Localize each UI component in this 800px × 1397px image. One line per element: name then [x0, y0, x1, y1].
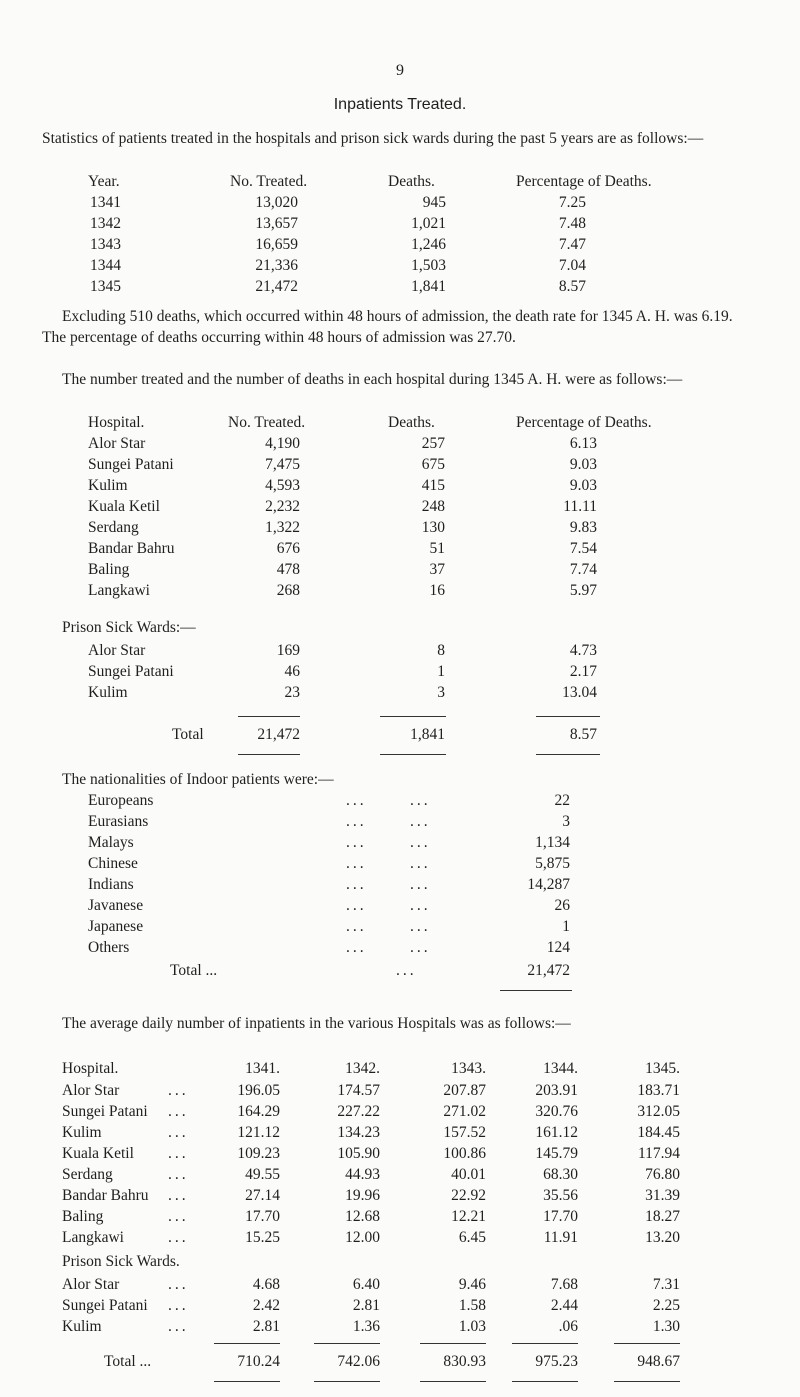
intro-paragraph: Statistics of patients treated in the hospitals and prison sick wards during the past 5 years are as follows:—	[42, 130, 704, 147]
table-cell-value: 2.25	[652, 1297, 680, 1314]
table-cell-percentage: 7.47	[558, 236, 586, 253]
table-cell-ward: Sungei Patani	[62, 1297, 148, 1314]
table-cell-value: 22.92	[451, 1187, 486, 1204]
table-cell-value: 184.45	[637, 1124, 680, 1141]
table-cell-value: 49.55	[245, 1166, 280, 1183]
nationality-label: Javanese	[88, 897, 144, 914]
table-cell-deaths: 37	[429, 561, 445, 578]
nationality-count: 5,875	[535, 855, 570, 872]
total-rule	[314, 1381, 380, 1382]
total-value: 948.67	[637, 1353, 680, 1370]
dot-leader: ...	[410, 918, 431, 935]
table-cell-year: 1345	[90, 278, 121, 295]
dot-leader: ...	[168, 1297, 189, 1314]
table-cell-value: 2.81	[352, 1297, 380, 1314]
col-header-year: 1345.	[645, 1060, 680, 1077]
table-cell-ward: Kulim	[88, 684, 128, 701]
total-rule	[512, 1343, 578, 1344]
table-cell-hospital: Sungei Patani	[62, 1103, 148, 1120]
table-cell-hospital: Kulim	[62, 1124, 102, 1141]
total-percentage: 8.57	[569, 726, 597, 743]
nationality-count: 1	[562, 918, 570, 935]
table-cell-percentage: 9.03	[569, 477, 597, 494]
table-cell-hospital: Langkawi	[88, 582, 150, 599]
total-deaths: 1,841	[410, 726, 445, 743]
page-heading: Inpatients Treated.	[333, 96, 467, 113]
table-cell-percentage: 4.73	[569, 642, 597, 659]
col-header-year: Year.	[88, 173, 120, 190]
nationality-count: 26	[554, 897, 570, 914]
table-cell-value: 4.68	[252, 1276, 280, 1293]
total-rule	[420, 1343, 486, 1344]
nationality-label: Indians	[88, 876, 134, 893]
table-cell-treated: 21,336	[255, 257, 298, 274]
death-rate-paragraph: Excluding 510 deaths, which occurred within 48 hours of admission, the death rate for 1345 A. H. was 6.19. The percentage of deaths occurring within 48 hours of admission was 27.70.	[42, 308, 733, 346]
table-cell-value: 1.03	[458, 1318, 486, 1335]
table-cell-deaths: 1,021	[411, 215, 446, 232]
dot-leader: ...	[346, 855, 367, 872]
table-cell-deaths: 415	[421, 477, 445, 494]
table-cell-deaths: 51	[429, 540, 445, 557]
table-cell-treated: 268	[276, 582, 300, 599]
table-cell-value: 227.22	[337, 1103, 380, 1120]
dot-leader: ...	[410, 855, 431, 872]
nationality-label: Europeans	[88, 792, 154, 809]
dot-leader: ...	[346, 834, 367, 851]
table-cell-value: 157.52	[443, 1124, 486, 1141]
table-cell-hospital: Langkawi	[62, 1229, 124, 1246]
total-rule	[536, 754, 600, 755]
table-cell-percentage: 2.17	[569, 663, 597, 680]
nationality-count: 3	[562, 813, 570, 830]
total-rule	[314, 1343, 380, 1344]
table-cell-year: 1344	[90, 257, 121, 274]
table-cell-value: 17.70	[543, 1208, 578, 1225]
table-cell-percentage: 9.83	[569, 519, 597, 536]
total-rule	[614, 1381, 680, 1382]
table-cell-hospital: Alor Star	[62, 1082, 120, 1099]
table-cell-value: .06	[558, 1318, 578, 1335]
table-cell-hospital: Kuala Ketil	[62, 1145, 134, 1162]
nationality-label: Malays	[88, 834, 134, 851]
table-cell-value: 27.14	[245, 1187, 280, 1204]
table-cell-ward: Alor Star	[88, 642, 146, 659]
table-cell-deaths: 945	[422, 194, 446, 211]
dot-leader: ...	[346, 876, 367, 893]
total-rule	[420, 1381, 486, 1382]
total-rule	[512, 1381, 578, 1382]
table-cell-value: 18.27	[645, 1208, 680, 1225]
table-cell-percentage: 7.74	[569, 561, 597, 578]
dot-leader: ...	[168, 1208, 189, 1225]
dot-leader: ...	[410, 813, 431, 830]
dot-leader: ...	[346, 918, 367, 935]
table-cell-value: 12.68	[345, 1208, 380, 1225]
col-header-year: 1341.	[245, 1060, 280, 1077]
table-cell-hospital: Serdang	[62, 1166, 113, 1183]
table-cell-treated: 676	[276, 540, 300, 557]
table-cell-hospital: Baling	[88, 561, 130, 578]
table-cell-value: 109.23	[237, 1145, 280, 1162]
table-cell-deaths: 1,246	[411, 236, 446, 253]
table-cell-value: 145.79	[535, 1145, 578, 1162]
table-cell-value: 7.31	[652, 1276, 680, 1293]
dot-leader: ...	[168, 1166, 189, 1183]
table-cell-value: 12.21	[451, 1208, 486, 1225]
table-cell-treated: 21,472	[255, 278, 298, 295]
nationality-label: Japanese	[88, 918, 144, 935]
total-rule	[238, 754, 300, 755]
table-cell-value: 203.91	[535, 1082, 578, 1099]
table-cell-deaths: 1,841	[411, 278, 446, 295]
dot-leader: ...	[168, 1082, 189, 1099]
table-cell-value: 161.12	[535, 1124, 578, 1141]
table-cell-ward: Sungei Patani	[88, 663, 174, 680]
dot-leader: ...	[346, 939, 367, 956]
table-cell-deaths: 130	[421, 519, 445, 536]
table-cell-deaths: 16	[429, 582, 445, 599]
table-cell-deaths: 1,503	[411, 257, 446, 274]
total-rule	[214, 1343, 280, 1344]
table-cell-percentage: 6.13	[569, 435, 597, 452]
total-label: Total ...	[104, 1353, 152, 1370]
dot-leader: ...	[410, 897, 431, 914]
table-cell-treated: 7,475	[265, 456, 300, 473]
table-cell-hospital: Sungei Patani	[88, 456, 174, 473]
table-cell-value: 6.40	[352, 1276, 380, 1293]
prison-wards-label: Prison Sick Wards:—	[62, 619, 196, 636]
table-cell-value: 17.70	[245, 1208, 280, 1225]
table-cell-value: 9.46	[458, 1276, 486, 1293]
table-cell-value: 76.80	[645, 1166, 680, 1183]
table-cell-treated: 46	[284, 663, 300, 680]
col-header-percentage: Percentage of Deaths.	[516, 414, 652, 431]
nationality-count: 124	[546, 939, 570, 956]
table-cell-deaths: 1	[437, 663, 445, 680]
dot-leader: ...	[410, 792, 431, 809]
table-cell-value: 12.00	[345, 1229, 380, 1246]
total-rule	[500, 990, 572, 991]
nationality-count: 1,134	[535, 834, 570, 851]
col-header-treated: No. Treated.	[230, 173, 308, 190]
table-cell-deaths: 3	[437, 684, 445, 701]
total-label: Total	[172, 726, 204, 743]
table-cell-value: 1.58	[458, 1297, 486, 1314]
table-cell-percentage: 5.97	[569, 582, 597, 599]
table-cell-value: 11.91	[543, 1229, 578, 1246]
table-cell-value: 164.29	[237, 1103, 280, 1120]
table-cell-treated: 13,657	[255, 215, 298, 232]
table-cell-treated: 4,190	[265, 435, 300, 452]
table-cell-deaths: 8	[437, 642, 445, 659]
nationality-label: Eurasians	[88, 813, 149, 830]
dot-leader: ...	[346, 897, 367, 914]
table-cell-value: 271.02	[443, 1103, 486, 1120]
dot-leader: ...	[168, 1276, 189, 1293]
table-cell-value: 117.94	[637, 1145, 680, 1162]
table-cell-value: 105.90	[337, 1145, 380, 1162]
table-cell-deaths: 257	[421, 435, 445, 452]
prison-wards-label: Prison Sick Wards.	[62, 1253, 180, 1270]
table-cell-value: 15.25	[245, 1229, 280, 1246]
table-cell-value: 6.45	[458, 1229, 486, 1246]
table-cell-value: 174.57	[337, 1082, 380, 1099]
table-cell-value: 44.93	[345, 1166, 380, 1183]
table-cell-deaths: 248	[421, 498, 445, 515]
table-cell-value: 1.36	[352, 1318, 380, 1335]
table-cell-value: 13.20	[645, 1229, 680, 1246]
total-value: 710.24	[237, 1353, 280, 1370]
table-cell-value: 196.05	[237, 1082, 280, 1099]
table-cell-treated: 1,322	[265, 519, 300, 536]
table-cell-value: 134.23	[337, 1124, 380, 1141]
table-cell-value: 35.56	[543, 1187, 578, 1204]
col-header-treated: No. Treated.	[228, 414, 306, 431]
col-header-deaths: Deaths.	[388, 414, 435, 431]
col-header-hospital: Hospital.	[88, 414, 145, 431]
total-rule	[214, 1381, 280, 1382]
col-header-year: 1344.	[543, 1060, 578, 1077]
table-cell-value: 31.39	[645, 1187, 680, 1204]
table-cell-percentage: 7.04	[558, 257, 586, 274]
table-cell-value: 320.76	[535, 1103, 578, 1120]
total-treated: 21,472	[257, 726, 300, 743]
table-cell-treated: 169	[276, 642, 300, 659]
table-cell-ward: Alor Star	[62, 1276, 120, 1293]
nationality-label: Others	[88, 939, 130, 956]
table-cell-percentage: 7.54	[569, 540, 597, 557]
dot-leader: ...	[346, 813, 367, 830]
table-cell-percentage: 7.25	[558, 194, 586, 211]
table-cell-treated: 478	[276, 561, 300, 578]
table-cell-percentage: 11.11	[563, 498, 597, 515]
table-cell-treated: 4,593	[265, 477, 300, 494]
nationality-label: Chinese	[88, 855, 138, 872]
page-number: 9	[396, 62, 404, 79]
total-value: 830.93	[443, 1353, 486, 1370]
table-cell-year: 1341	[90, 194, 121, 211]
table-cell-value: 207.87	[443, 1082, 486, 1099]
col-header-percentage: Percentage of Deaths.	[516, 173, 652, 190]
total-rule	[614, 1343, 680, 1344]
dot-leader: ...	[168, 1124, 189, 1141]
table-cell-hospital: Kulim	[88, 477, 128, 494]
table-cell-value: 1.30	[652, 1318, 680, 1335]
table-cell-hospital: Bandar Bahru	[62, 1187, 149, 1204]
dot-leader: ...	[410, 939, 431, 956]
table-cell-treated: 13,020	[255, 194, 298, 211]
total-rule	[380, 754, 446, 755]
table-cell-treated: 23	[284, 684, 300, 701]
table-cell-percentage: 7.48	[558, 215, 586, 232]
dot-leader: ...	[396, 962, 417, 979]
table-cell-year: 1342	[90, 215, 121, 232]
table-cell-treated: 16,659	[255, 236, 298, 253]
table-cell-year: 1343	[90, 236, 121, 253]
average-intro: The average daily number of inpatients in the various Hospitals was as follows:—	[62, 1015, 571, 1032]
table-cell-value: 2.44	[550, 1297, 578, 1314]
table-cell-value: 100.86	[443, 1145, 486, 1162]
dot-leader: ...	[168, 1145, 189, 1162]
total-value: 742.06	[337, 1353, 380, 1370]
nationalities-total-label: Total ...	[170, 962, 218, 979]
table-cell-percentage: 13.04	[562, 684, 597, 701]
col-header-year: 1343.	[451, 1060, 486, 1077]
nationality-count: 22	[554, 792, 570, 809]
table-cell-value: 312.05	[637, 1103, 680, 1120]
col-header-deaths: Deaths.	[388, 173, 435, 190]
dot-leader: ...	[168, 1103, 189, 1120]
dot-leader: ...	[168, 1229, 189, 1246]
table-cell-treated: 2,232	[265, 498, 300, 515]
dot-leader: ...	[346, 792, 367, 809]
dot-leader: ...	[410, 876, 431, 893]
table-cell-value: 19.96	[345, 1187, 380, 1204]
nationalities-total-value: 21,472	[527, 962, 570, 979]
nationality-count: 14,287	[527, 876, 570, 893]
table-cell-percentage: 9.03	[569, 456, 597, 473]
col-header-year: 1342.	[345, 1060, 380, 1077]
table-cell-ward: Kulim	[62, 1318, 102, 1335]
table-cell-value: 121.12	[237, 1124, 280, 1141]
table-cell-hospital: Kuala Ketil	[88, 498, 160, 515]
nationalities-intro: The nationalities of Indoor patients were:—	[62, 771, 334, 788]
dot-leader: ...	[410, 834, 431, 851]
total-value: 975.23	[535, 1353, 578, 1370]
table-cell-hospital: Alor Star	[88, 435, 146, 452]
table-cell-hospital: Bandar Bahru	[88, 540, 175, 557]
dot-leader: ...	[168, 1318, 189, 1335]
table-cell-deaths: 675	[421, 456, 445, 473]
table-cell-value: 2.42	[252, 1297, 280, 1314]
table-cell-value: 183.71	[637, 1082, 680, 1099]
total-rule	[380, 716, 446, 717]
table-cell-value: 2.81	[252, 1318, 280, 1335]
table-cell-value: 7.68	[550, 1276, 578, 1293]
table-cell-value: 40.01	[451, 1166, 486, 1183]
dot-leader: ...	[168, 1187, 189, 1204]
total-rule	[536, 716, 600, 717]
col-header-hospital: Hospital.	[62, 1060, 119, 1077]
table-cell-hospital: Serdang	[88, 519, 139, 536]
table-cell-hospital: Baling	[62, 1208, 104, 1225]
table-cell-value: 68.30	[543, 1166, 578, 1183]
hospital-intro-paragraph: The number treated and the number of deaths in each hospital during 1345 A. H. were as follows:—	[62, 371, 683, 388]
total-rule	[238, 716, 300, 717]
table-cell-percentage: 8.57	[558, 278, 586, 295]
